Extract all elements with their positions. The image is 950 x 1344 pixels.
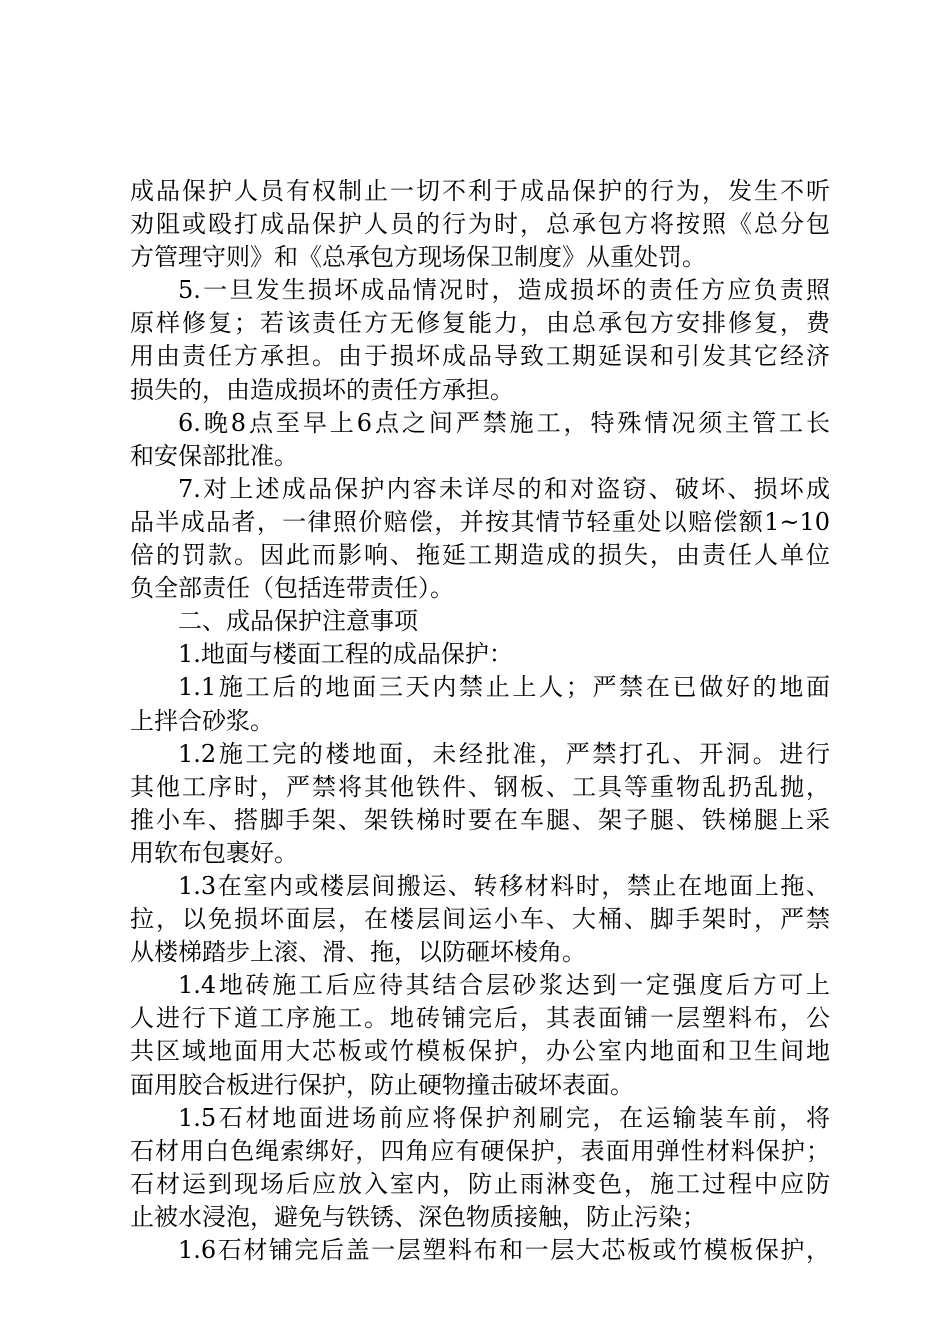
text-line: 和安保部批准。 (130, 441, 298, 470)
text-line: 7.对上述成品保护内容未详尽的和对盗窃、破坏、损坏成 (178, 474, 830, 503)
text-line: 人进行下道工序施工。地砖铺完后，其表面铺一层塑料布，公 (130, 1004, 830, 1033)
text-line: 用由责任方承担。由于损坏成品导致工期延误和引发其它经济 (130, 342, 830, 371)
text-line: 用软布包裹好。 (130, 838, 298, 867)
text-line: 拉，以免损坏面层，在楼层间运小车、大桶、脚手架时，严禁 (130, 905, 830, 934)
text-line: 上拌合砂浆。 (130, 706, 274, 735)
text-line: 6.晚8点至早上6点之间严禁施工，特殊情况须主管工长 (178, 408, 830, 437)
text-line: 品半成品者，一律照价赔偿，并按其情节轻重处以赔偿额1~10 (130, 507, 830, 536)
text-line: 石材用白色绳索绑好，四角应有硬保护，表面用弹性材料保护； (130, 1136, 830, 1165)
text-line: 劝阻或殴打成品保护人员的行为时，总承包方将按照《总分包 (130, 210, 830, 239)
text-line: 成品保护人员有权制止一切不利于成品保护的行为，发生不听 (130, 177, 830, 205)
text-line: 原样修复；若该责任方无修复能力，由总承包方安排修复，费 (130, 309, 830, 338)
text-line: 止被水浸泡，避免与铁锈、深色物质接触，防止污染； (130, 1202, 706, 1231)
text-line: 1.3在室内或楼层间搬运、转移材料时，禁止在地面上拖、 (178, 871, 830, 900)
text-line: 1.6石材铺完后盖一层塑料布和一层大芯板或竹模板保护， (178, 1236, 830, 1264)
text-line: 1.地面与楼面工程的成品保护： (178, 640, 513, 669)
text-line: 1.4地砖施工后应待其结合层砂浆达到一定强度后方可上 (178, 971, 830, 1000)
text-line: 其他工序时，严禁将其他铁件、钢板、工具等重物乱扔乱抛， (130, 772, 830, 801)
text-line: 从楼梯踏步上滚、滑、拖，以防砸坏棱角。 (130, 938, 586, 967)
text-line: 1.2施工完的楼地面，未经批准，严禁打孔、开洞。进行 (178, 739, 830, 768)
document-body (130, 175, 830, 1267)
text-line: 推小车、搭脚手架、架铁梯时要在车腿、架子腿、铁梯腿上采 (130, 805, 830, 834)
text-line: 1.5石材地面进场前应将保护剂刷完，在运输装车前，将 (178, 1103, 830, 1132)
text-line: 负全部责任（包括连带责任）。 (130, 574, 454, 603)
text-line: 倍的罚款。因此而影响、拖延工期造成的损失，由责任人单位 (130, 541, 830, 570)
text-line: 二、成品保护注意事项 (178, 607, 418, 636)
text-line: 5.一旦发生损坏成品情况时，造成损坏的责任方应负责照 (178, 276, 830, 305)
text-line: 共区域地面用大芯板或竹模板保护，办公室内地面和卫生间地 (130, 1037, 830, 1066)
text-line: 石材运到现场后应放入室内，防止雨淋变色，施工过程中应防 (130, 1169, 830, 1198)
text-line: 方管理守则》和《总承包方现场保卫制度》从重处罚。 (130, 243, 706, 272)
text-line: 损失的，由造成损坏的责任方承担。 (130, 375, 514, 404)
text-line: 1.1施工后的地面三天内禁止上人；严禁在已做好的地面 (178, 673, 830, 702)
text-line: 面用胶合板进行保护，防止硬物撞击破坏表面。 (130, 1070, 634, 1099)
